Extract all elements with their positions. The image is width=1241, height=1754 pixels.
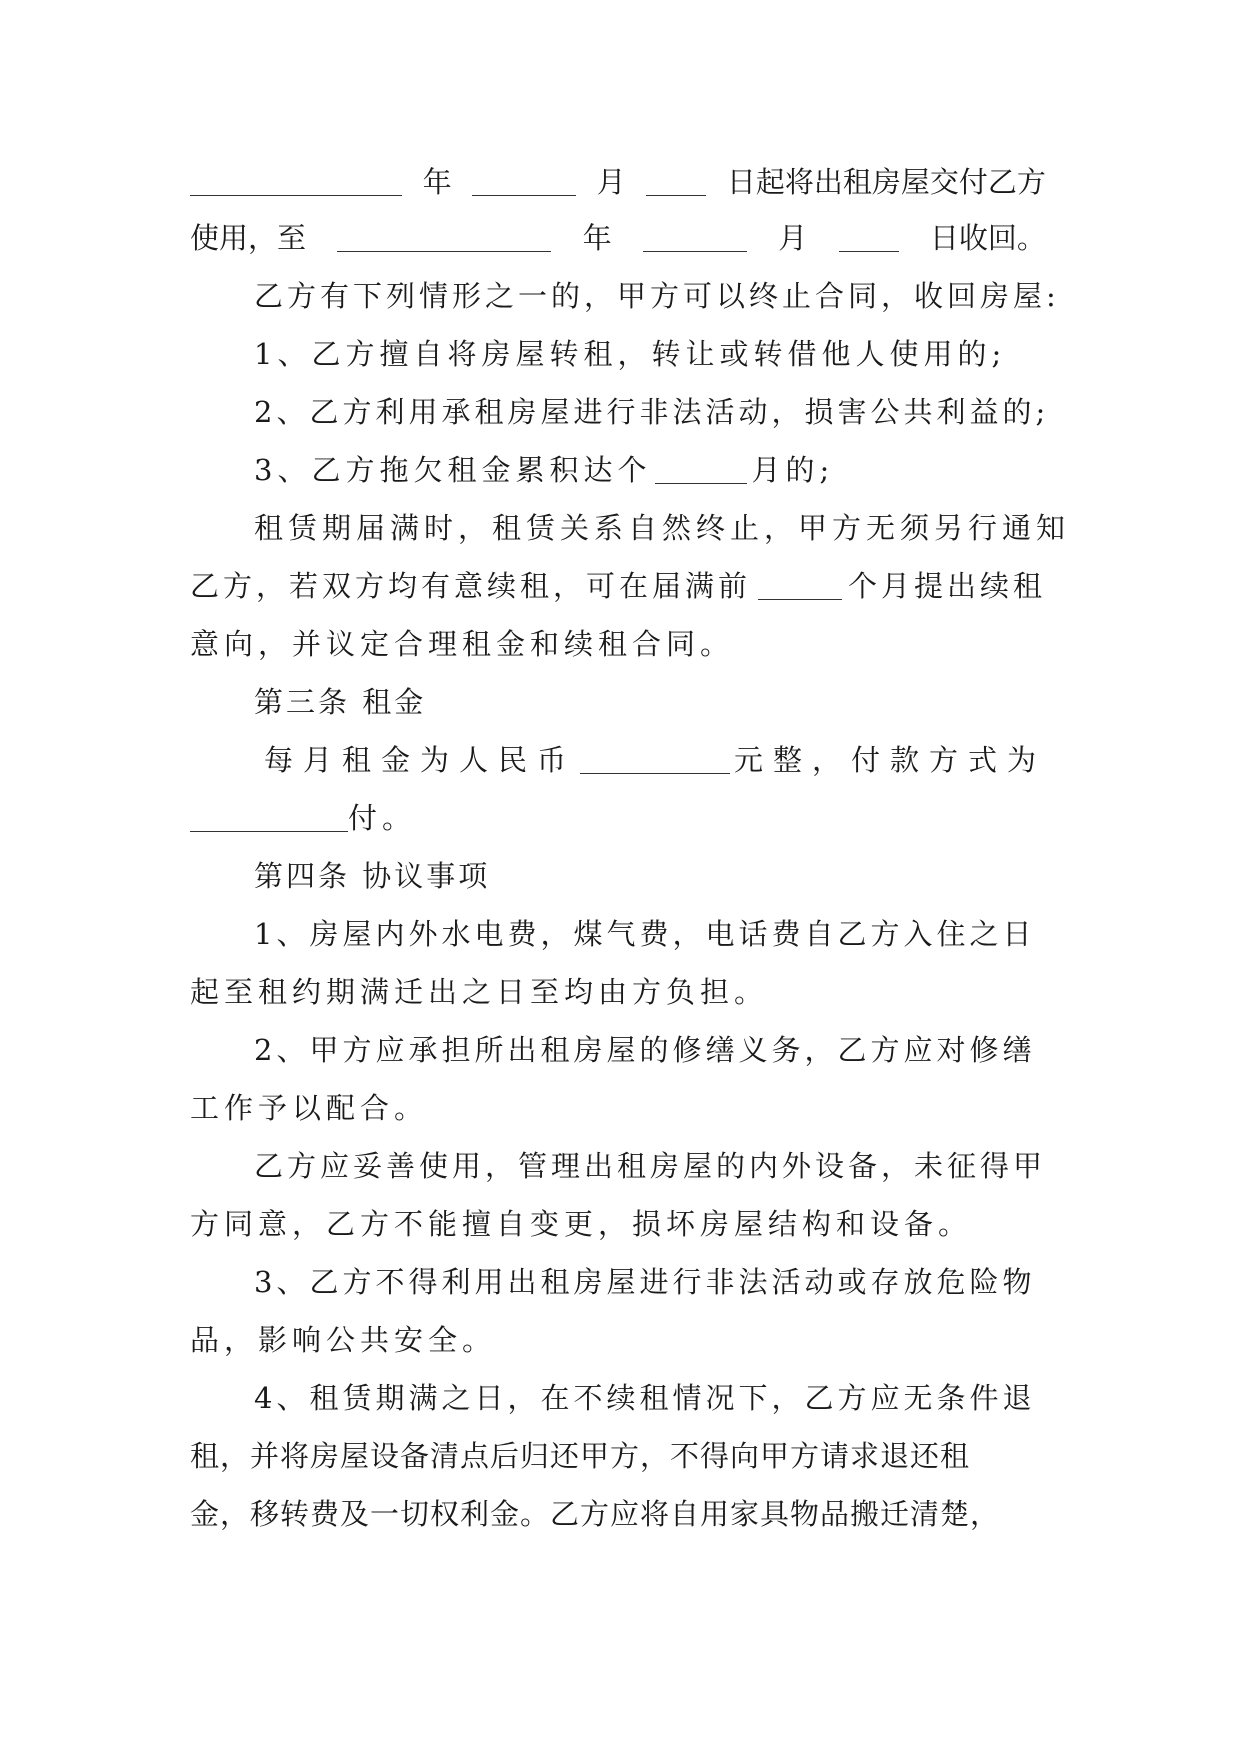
text-line: 方同意，乙方不能擅自变更，损坏房屋结构和设备。 <box>190 1207 973 1241</box>
blank-field[interactable] <box>190 830 348 832</box>
text-line: 付。 <box>190 796 1046 840</box>
text-line: 租，并将房屋设备清点后归还甲方，不得向甲方请求退还租 <box>190 1439 971 1473</box>
blank-field[interactable] <box>646 194 706 196</box>
text-line: 使用，至 年 月 日收回。 <box>190 221 1046 255</box>
text-line: 意向，并议定合理租金和续租合同。 <box>190 627 735 661</box>
blank-field[interactable] <box>472 194 576 196</box>
blank-field[interactable] <box>190 194 402 196</box>
text-line: 租赁期届满时，租赁关系自然终止，甲方无须另行通知 <box>254 511 1071 545</box>
text-line: 乙方，若双方均有意续租，可在届满前 个月提出续租 <box>190 569 1046 603</box>
text-line: 乙方应妥善使用，管理出租房屋的内外设备，未征得甲 <box>254 1149 1047 1183</box>
blank-field[interactable] <box>839 250 899 252</box>
section-heading: 第四条 协议事项 <box>254 859 491 893</box>
text-line: 3、乙方拖欠租金累积达个 月的; <box>254 453 835 487</box>
text-line: 2、乙方利用承租房屋进行非法活动，损害公共利益的; <box>254 395 1050 429</box>
text-line: 年 月 日起将出租房屋交付乙方 <box>190 160 1046 204</box>
text-line: 1、房屋内外水电费，煤气费，电话费自乙方入住之日 <box>254 917 1036 951</box>
text-line: 1、乙方擅自将房屋转租，转让或转借他人使用的; <box>254 337 1007 371</box>
text-line: 3、乙方不得利用出租房屋进行非法活动或存放危险物 <box>254 1265 1036 1299</box>
blank-field[interactable] <box>337 250 551 252</box>
blank-field[interactable] <box>758 598 842 600</box>
text-line: 乙方有下列情形之一的，甲方可以终止合同，收回房屋: <box>254 279 1060 313</box>
text-line: 工作予以配合。 <box>190 1091 429 1125</box>
blank-field[interactable] <box>580 772 730 774</box>
text-line: 金，移转费及一切权利金。乙方应将自用家具物品搬迁清楚， <box>190 1497 1001 1531</box>
text-line: 品，影响公共安全。 <box>190 1323 497 1357</box>
blank-field[interactable] <box>643 250 747 252</box>
text-line: 起至租约期满迁出之日至均由方负担。 <box>190 975 769 1009</box>
blank-field[interactable] <box>655 482 747 484</box>
text-line: 每月租金为人民币 元整，付款方式为 <box>264 743 1046 777</box>
text-line: 2、甲方应承担所出租房屋的修缮义务，乙方应对修缮 <box>254 1033 1036 1067</box>
section-heading: 第三条 租金 <box>254 685 427 719</box>
text-line: 4、租赁期满之日，在不续租情况下，乙方应无条件退 <box>254 1381 1036 1415</box>
